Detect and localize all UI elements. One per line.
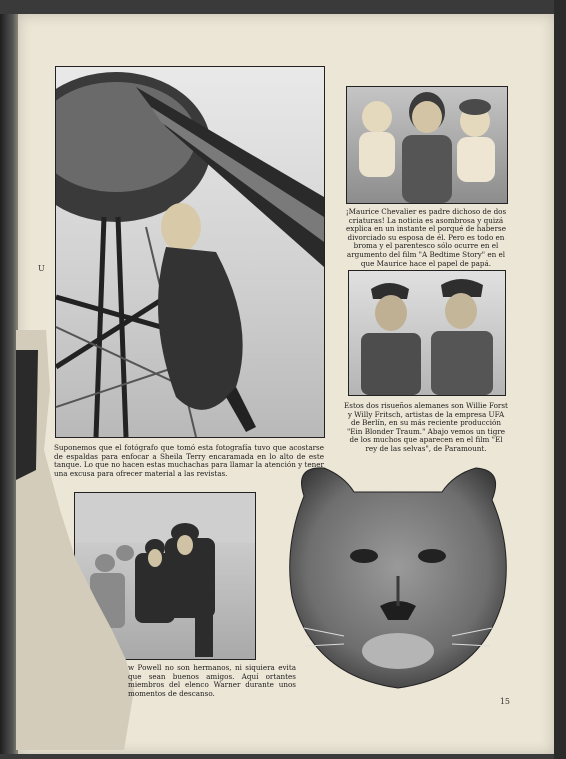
photo-forst-fritsch	[348, 270, 506, 396]
caption-powell: w Powell no son hermanos, ni siquiera evita que sean buenos amigos. Aquí ortantes miembros del elenco Warner durante unos momentos de descanso.	[128, 663, 296, 698]
lioness-illustration	[284, 456, 512, 692]
margin-fragment: U	[38, 264, 45, 273]
caption-sheila-terry: Suponemos que el fotógrafo que tomó esta fotografía tuvo que acostarse de espaldas para enfocar a Sheila Terry encaramada en lo alto de este tanque. Lo que no hacen estas muchachas para llamar la atención y tener una excusa para ofrecer material a las revistas.	[54, 443, 324, 478]
chevalier-illustration	[347, 87, 507, 203]
next-page-edge	[554, 0, 566, 759]
photo-chevalier-babies	[346, 86, 508, 204]
forst-fritsch-illustration	[349, 271, 505, 395]
torn-paper-overlay	[16, 330, 136, 750]
magazine-page	[18, 14, 554, 754]
caption-forst-fritsch: Estos dos risueños alemanes son Willie Forst y Willy Fritsch, artistas de la empresa UFA de Berlín, en su más reciente producción "Ein Blonder Traum." Abajo vemos un tigre de los muchos que aparecen en el film "El rey de las selvas", de Paramount.	[344, 401, 508, 453]
photo-lioness-circle	[284, 456, 512, 692]
caption-chevalier: ¡Maurice Chevalier es padre dichoso de dos criaturas! La noticia es asombrosa y quizá explica en un instante el porqué de haberse divorciado su esposa de él. Pero es todo en broma y el parentesco sólo ocurre en el argumento del film "A Bedtime Story" en el que Maurice hace el papel de papá.	[345, 207, 507, 268]
page-number: 15	[499, 697, 510, 706]
